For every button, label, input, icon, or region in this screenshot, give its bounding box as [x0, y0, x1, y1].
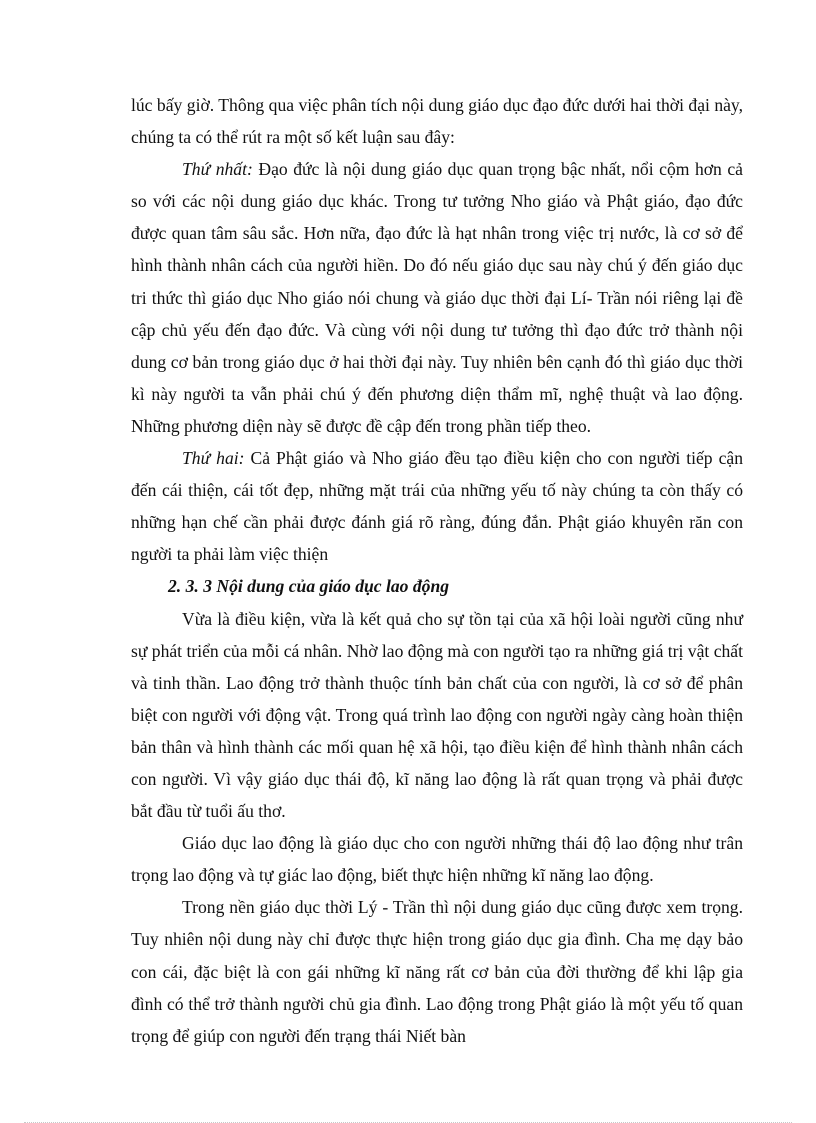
- section-heading-text: 2. 3. 3 Nội dung của giáo dục lao động: [168, 576, 450, 597]
- paragraph-second-point: [131, 442, 743, 570]
- point-label-second: Thứ hai:: [182, 448, 245, 469]
- body-text: [131, 89, 743, 1052]
- paragraph-text: Giáo dục lao động là giáo dục cho con người những thái độ lao động như trân trọng lao động và tự giác lao động, biết thực hiện những kĩ năng lao động.: [131, 833, 743, 886]
- paragraph-text: Vừa là điều kiện, vừa là kết quả cho sự tồn tại của xã hội loài người cũng như sự phát triển của mỗi cá nhân. Nhờ lao động mà con người tạo ra những giá trị vật chất và tinh thần. Lao động trở thành thuộc tính bản chất của con người, là cơ sở để phân biệt con người với động vật. Trong quá trình lao động con người ngày càng hoàn thiện bản thân và hình thành các mối quan hệ xã hội, tạo điều kiện để hình thành nhân cách con người. Vì vậy giáo dục thái độ, kĩ năng lao động là rất quan trọng và phải được bắt đầu từ tuổi ấu thơ.: [131, 608, 744, 822]
- paragraph-ly-tran-labor: [131, 891, 743, 1051]
- paragraph-labor-definition: [131, 603, 743, 828]
- section-heading: [131, 570, 743, 602]
- point-label-first: Thứ nhất:: [182, 159, 253, 180]
- paragraph-intro-conclusion: [131, 89, 743, 153]
- paragraph-text: Trong nền giáo dục thời Lý - Trần thì nội dung giáo dục cũng được xem trọng. Tuy nhiên nội dung này chỉ được thực hiện trong giáo dục gia đình. Cha mẹ dạy bảo con cái, đặc biệt là con gái những kĩ năng rất cơ bản của đời thường để khi lập gia đình có thể trở thành người chủ gia đình. Lao động trong Phật giáo là một yếu tố quan trọng để giúp con người đến trạng thái Niết bàn: [131, 897, 743, 1046]
- paragraph-text: Cả Phật giáo và Nho giáo đều tạo điều kiện cho con người tiếp cận đến cái thiện, cái tốt đẹp, những mặt trái của những yếu tố này chúng ta còn thấy có những hạn chế cần phải được đánh giá rõ ràng, đúng đắn. Phật giáo khuyên răn con người ta phải làm việc thiện: [131, 448, 743, 565]
- paragraph-first-point: [131, 153, 743, 442]
- paragraph-text: Đạo đức là nội dung giáo dục quan trọng bậc nhất, nổi cộm hơn cả so với các nội dung giáo dục khác. Trong tư tưởng Nho giáo và Phật giáo, đạo đức được quan tâm sâu sắc. Hơn nữa, đạo đức là hạt nhân trong việc trị nước, là cơ sở để hình thành nhân cách của người hiền. Do đó nếu giáo dục sau này chú ý đến giáo dục tri thức thì giáo dục Nho giáo nói chung và giáo dục thời đại Lí- Trần nói riêng lại đề cập chủ yếu đến đạo đức. Và cùng với nội dung tư tưởng thì đạo đức trở thành nội dung cơ bản trong giáo dục ở hai thời đại này. Tuy nhiên bên cạnh đó thì giáo dục thời kì này người ta vẫn phải chú ý đến phương diện thẩm mĩ, nghệ thuật và lao động. Những phương diện này sẽ được đề cập đến trong phần tiếp theo.: [131, 159, 743, 436]
- paragraph-labor-education: [131, 827, 743, 891]
- paragraph-text: lúc bấy giờ. Thông qua việc phân tích nội dung giáo dục đạo đức dưới hai thời đại này, chúng ta có thể rút ra một số kết luận sau đây:: [131, 95, 743, 148]
